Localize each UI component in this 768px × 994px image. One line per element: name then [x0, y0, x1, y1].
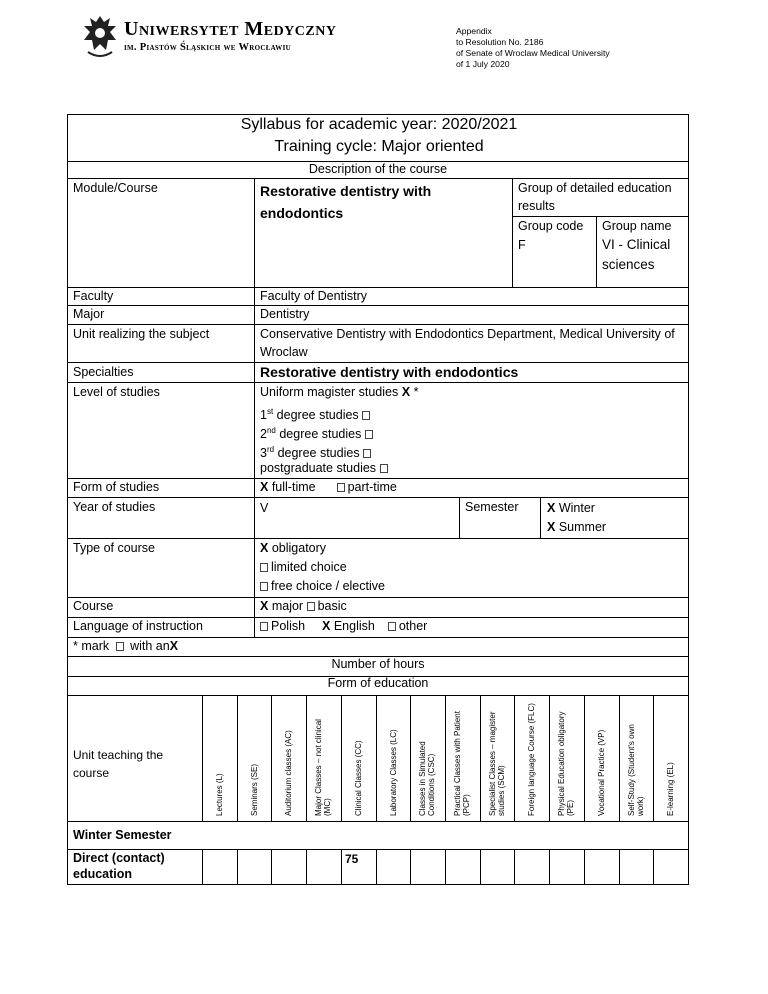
winter-text: Winter — [558, 501, 595, 515]
type-label: Type of course — [73, 541, 155, 555]
course-major: major — [271, 599, 304, 613]
summer-mark: X — [547, 520, 556, 534]
group-name-cont: sciences — [602, 257, 655, 272]
level-uniform — [260, 383, 418, 402]
grid-divider — [619, 695, 620, 821]
faculty-value: Faculty of Dentistry — [260, 289, 367, 303]
hours-column-header-line: (PE) — [566, 800, 575, 816]
checkbox-icon[interactable] — [363, 449, 371, 458]
hours-column-header-line: work) — [636, 796, 645, 816]
level-label: Level of studies — [73, 385, 160, 399]
hours-column-header-line: Self-Study (Student's own — [627, 724, 636, 816]
hours-column-header-line: Classes in Simulated — [418, 741, 427, 816]
level-postgrad-text: postgraduate studies — [260, 461, 377, 475]
checkbox-icon[interactable] — [260, 563, 268, 572]
checkbox-icon[interactable] — [260, 582, 268, 591]
checkbox-icon[interactable] — [380, 464, 388, 473]
level-deg3-num: 3 — [260, 446, 267, 461]
grid-divider — [584, 695, 585, 821]
faculty-label: Faculty — [73, 289, 114, 303]
hours-column-header — [389, 729, 398, 816]
hours-column-header — [354, 740, 363, 816]
course-mark: X — [260, 599, 269, 613]
direct-education-label: Direct (contact) — [73, 851, 165, 865]
grid-divider — [549, 695, 550, 821]
semester-label: Semester — [465, 500, 519, 514]
group-header-cont: results — [518, 199, 555, 213]
checkbox-icon[interactable] — [388, 622, 396, 631]
grid-divider — [480, 849, 481, 884]
checkbox-icon[interactable] — [260, 622, 268, 631]
checkbox-icon — [116, 642, 124, 651]
level-uniform-text: Uniform magister studies — [260, 385, 399, 399]
type-mark: X — [260, 541, 269, 555]
unit-value-cont: Wroclaw — [260, 345, 308, 359]
form-value — [260, 478, 397, 497]
course-label: Course — [73, 599, 114, 613]
module-label: Module/Course — [73, 181, 158, 195]
course-value — [260, 597, 347, 616]
level-deg3-text: degree studies — [277, 446, 360, 461]
language-label: Language of instruction — [73, 619, 203, 633]
checkbox-icon[interactable] — [307, 602, 315, 611]
grid-divider — [549, 849, 550, 884]
type-limited — [260, 558, 347, 577]
hours-column-header — [488, 712, 506, 816]
grid-divider — [306, 849, 307, 884]
hours-column-header-line: Clinical Classes (CC) — [354, 740, 363, 816]
hours-column-header-line: Specialist Classes – magister — [488, 711, 497, 816]
direct-education-label-cont: education — [73, 867, 133, 881]
university-subtitle: im. Piastów Śląskich we Wrocławiu — [124, 42, 291, 53]
unit-teaching-label-cont: course — [73, 766, 110, 780]
language-polish: Polish — [271, 619, 306, 633]
level-deg1-sup: st — [266, 407, 274, 416]
grid-divider — [341, 849, 342, 884]
hours-column-header — [597, 730, 606, 816]
hours-column-header-line: Practical Classes with Patient — [453, 711, 462, 816]
language-mark: X — [322, 619, 331, 633]
grid-divider — [306, 695, 307, 821]
level-deg2-num: 2 — [260, 427, 267, 442]
grid-divider — [619, 849, 620, 884]
note-mark: X — [169, 639, 179, 653]
appendix-line: of Senate of Wroclaw Medical University — [456, 48, 610, 58]
hours-column-header — [557, 711, 575, 816]
hours-column-header — [453, 711, 471, 816]
type-obligatory — [260, 539, 326, 558]
appendix-note — [456, 26, 610, 70]
checkbox-icon[interactable] — [365, 430, 373, 439]
language-english: English — [333, 619, 375, 633]
grid-divider — [376, 695, 377, 821]
grid-divider — [237, 695, 238, 821]
year-value: V — [260, 501, 269, 515]
appendix-line: to Resolution No. 2186 — [456, 37, 544, 47]
grid-divider — [237, 849, 238, 884]
level-uniform-star: * — [413, 385, 419, 399]
level-deg2-sup: nd — [266, 426, 276, 435]
grid-divider — [376, 849, 377, 884]
hours-column-header — [418, 741, 436, 816]
language-other: other — [398, 619, 428, 633]
hours-column-header-line: Auditorium classes (AC) — [284, 730, 293, 816]
module-value-cont: endodontics — [260, 205, 344, 221]
grid-divider — [653, 849, 654, 884]
hours-column-header — [215, 773, 224, 816]
grid-divider — [514, 849, 515, 884]
hours-column-header-line: Physical Education obligatory — [557, 711, 566, 816]
grid-divider — [341, 695, 342, 821]
type-free — [260, 577, 385, 596]
specialties-value: Restorative dentistry with endodontics — [260, 364, 519, 380]
major-value: Dentistry — [260, 307, 310, 321]
hours-column-header-line: E-learning (EL) — [666, 762, 675, 816]
winter-mark: X — [547, 501, 556, 515]
university-crest-logo — [80, 14, 120, 60]
description-header: Description of the course — [308, 162, 448, 176]
hours-column-header — [627, 724, 645, 816]
grid-divider — [445, 849, 446, 884]
hours-column-header — [666, 762, 675, 816]
winter-semester-label: Winter Semester — [73, 828, 172, 842]
grid-divider — [202, 695, 203, 821]
hours-column-header-line: Lectures (L) — [215, 773, 224, 816]
specialties-label: Specialties — [73, 365, 134, 379]
type-limited-text: limited choice — [271, 560, 347, 574]
appendix-line: of 1 July 2020 — [456, 59, 510, 69]
university-name: Uniwersytet Medyczny — [124, 18, 337, 40]
group-name-label: Group name — [602, 219, 672, 233]
group-header: Group of detailed education — [518, 181, 672, 195]
hours-column-header — [250, 764, 259, 816]
grid-divider — [410, 849, 411, 884]
hours-column-header — [314, 719, 332, 816]
grid-divider — [480, 695, 481, 821]
grid-divider — [271, 849, 272, 884]
year-label: Year of studies — [73, 500, 156, 514]
hours-column-header — [284, 730, 293, 816]
mark-note — [73, 637, 178, 656]
checkbox-icon[interactable] — [337, 483, 345, 492]
unit-label: Unit realizing the subject — [73, 327, 210, 341]
grid-divider — [653, 695, 654, 821]
group-name: VI - Clinical — [602, 237, 671, 252]
hours-column-header-line: Laboratory Classes (LC) — [389, 729, 398, 816]
grid-divider — [584, 849, 585, 884]
semester-summer — [547, 518, 606, 537]
form-of-education-header: Form of education — [327, 676, 429, 690]
form-parttime: part-time — [347, 480, 397, 494]
summer-text: Summer — [558, 520, 607, 534]
hours-header: Number of hours — [331, 657, 425, 671]
note-suffix: with an — [130, 639, 170, 653]
grid-divider — [410, 695, 411, 821]
grid-divider — [271, 695, 272, 821]
grid-divider — [202, 849, 203, 884]
grid-divider — [514, 695, 515, 821]
grid-divider — [445, 695, 446, 821]
hours-column-header-line: Major Classes – not clinical — [314, 719, 323, 816]
hours-column-header-line: Conditions (CSC) — [427, 753, 436, 816]
training-cycle: Training cycle: Major oriented — [274, 138, 484, 155]
type-obligatory-text: obligatory — [271, 541, 327, 555]
major-label: Major — [73, 307, 105, 321]
form-mark: X — [260, 480, 269, 494]
form-label: Form of studies — [73, 480, 160, 494]
hours-column-header-line: Vocational Practice (VP) — [597, 729, 606, 816]
level-uniform-mark: X — [401, 385, 411, 399]
appendix-line: Appendix — [456, 26, 492, 36]
type-free-text: free choice / elective — [271, 579, 385, 593]
direct-education-value: 75 — [345, 852, 359, 866]
hours-column-header-line: (PCP) — [462, 794, 471, 816]
hours-column-header-line: studies (SCM) — [497, 765, 506, 816]
level-deg1-text: degree studies — [276, 408, 359, 423]
level-deg2-text: degree studies — [279, 427, 362, 442]
hours-column-header-line: Seminars (SE) — [250, 763, 259, 816]
level-postgrad — [260, 459, 391, 478]
hours-column-header — [527, 703, 536, 816]
course-basic: basic — [317, 599, 347, 613]
form-fulltime: full-time — [271, 480, 316, 494]
unit-value: Conservative Dentistry with Endodontics Department, Medical University of — [260, 327, 675, 341]
checkbox-icon[interactable] — [362, 411, 370, 420]
level-deg3-sup: rd — [266, 445, 275, 454]
unit-teaching-label: Unit teaching the — [73, 748, 164, 762]
group-code: F — [518, 238, 526, 252]
level-deg1-num: 1 — [260, 408, 267, 423]
hours-column-header-line: (MC) — [323, 798, 332, 816]
note-prefix: * mark — [73, 639, 110, 653]
group-code-label: Group code — [518, 219, 584, 233]
semester-winter — [547, 499, 595, 518]
syllabus-title: Syllabus for academic year: 2020/2021 — [240, 116, 518, 133]
hours-column-header-line: Foreign language Course (FLC) — [527, 703, 536, 816]
module-value: Restorative dentistry with — [260, 183, 432, 199]
language-value — [260, 617, 427, 636]
